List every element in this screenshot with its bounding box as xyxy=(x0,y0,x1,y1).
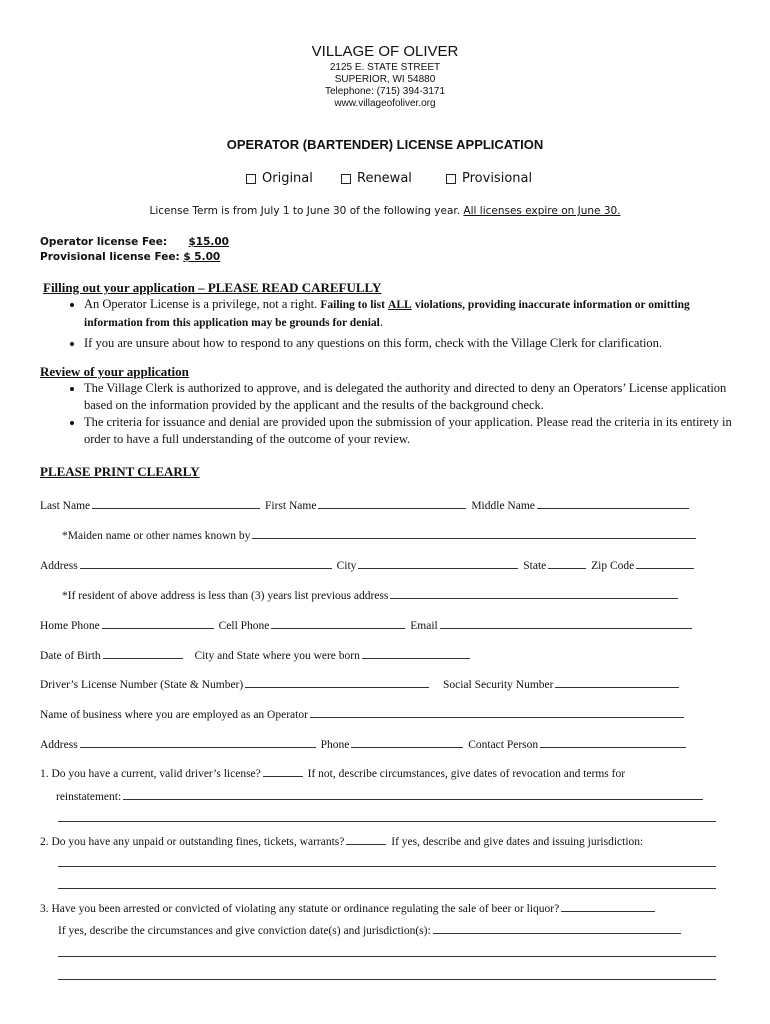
cell-phone-field[interactable] xyxy=(271,617,405,629)
instruction-item: • An Operator License is a privilege, not a right. Failing to list ALL violations, providing inaccurate information or omitting information from this application may be grounds for denial. xyxy=(84,296,740,332)
contact-person-field[interactable] xyxy=(540,736,686,748)
review-item: • The criteria for issuance and denial are provided upon the submission of your application. Please read the criteria in its entirety in order to have a full understanding of the outcome of your review. xyxy=(84,414,740,448)
q3-extra-field[interactable] xyxy=(58,968,716,980)
checkbox-icon[interactable] xyxy=(246,174,256,184)
employer-contact-row: Address Phone Contact Person xyxy=(40,736,688,751)
zip-field[interactable] xyxy=(636,557,694,569)
q3-answer-field[interactable] xyxy=(561,900,655,912)
fees xyxy=(40,235,229,265)
previous-address-field[interactable] xyxy=(390,587,678,599)
term-expiry: All licenses expire on June 30. xyxy=(463,205,621,217)
print-clearly-heading: PLEASE PRINT CLEARLY xyxy=(40,464,200,479)
q3-line-2 xyxy=(56,968,718,983)
review-item: • The Village Clerk is authorized to approve, and is delegated the authority and directed to deny an Operators’ License application based on the information provided by the applicant and the results of the background check. xyxy=(84,380,740,414)
name-row: Last Name First Name Middle Name xyxy=(40,497,691,512)
q3-line-1 xyxy=(56,945,718,960)
q1-reinstatement-field[interactable] xyxy=(123,788,703,800)
instruction-item: • If you are unsure about how to respond to any questions on this form, check with the Village Clerk for clarification. xyxy=(84,335,740,352)
q1-extra-field[interactable] xyxy=(58,810,716,822)
checkbox-label: Renewal xyxy=(357,171,412,186)
instructions-section xyxy=(40,280,740,352)
previous-address-row: *If resident of above address is less than (3) years list previous address xyxy=(62,587,680,602)
email-field[interactable] xyxy=(440,617,692,629)
last-name-field[interactable] xyxy=(92,497,260,509)
q1-extra-line xyxy=(56,810,718,825)
birth-row: Date of Birth City and State where you were born xyxy=(40,647,472,662)
q2-line-1 xyxy=(56,855,718,870)
checkbox-renewal[interactable] xyxy=(341,171,412,186)
address-row: Address City State Zip Code xyxy=(40,557,696,572)
ssn-field[interactable] xyxy=(555,676,679,688)
drivers-license-field[interactable] xyxy=(245,676,429,688)
operator-fee-label: Operator license Fee: xyxy=(40,236,168,248)
checkbox-icon[interactable] xyxy=(446,174,456,184)
date-of-birth-field[interactable] xyxy=(103,647,183,659)
city-field[interactable] xyxy=(358,557,518,569)
contact-row: Home Phone Cell Phone Email xyxy=(40,617,694,632)
checkbox-label: Original xyxy=(262,171,313,186)
q3-detail-field[interactable] xyxy=(433,922,681,934)
employer-address-field[interactable] xyxy=(80,736,316,748)
checkbox-provisional[interactable] xyxy=(446,171,532,186)
state-field[interactable] xyxy=(548,557,586,569)
section-title: Filling out your application – PLEASE READ CAREFULLY xyxy=(43,280,382,295)
employer-field[interactable] xyxy=(310,706,684,718)
q2-answer-field[interactable] xyxy=(346,833,386,845)
street-address: 2125 E. STATE STREET xyxy=(329,62,441,73)
form-title: OPERATOR (BARTENDER) LICENSE APPLICATION xyxy=(226,137,544,152)
employer-phone-field[interactable] xyxy=(351,736,463,748)
question-1: 1. Do you have a current, valid driver’s license? If not, describe circumstances, give dates of revocation and terms for xyxy=(40,765,625,780)
city-address: SUPERIOR, WI 54880 xyxy=(334,74,436,85)
middle-name-field[interactable] xyxy=(537,497,689,509)
checkbox-icon[interactable] xyxy=(341,174,351,184)
q1-answer-field[interactable] xyxy=(263,765,303,777)
village-name: VILLAGE OF OLIVER xyxy=(311,43,459,60)
review-section xyxy=(40,364,740,448)
section-title: Review of your application xyxy=(40,364,189,379)
question-2: 2. Do you have any unpaid or outstanding fines, tickets, warrants? If yes, describe and give dates and issuing jurisdiction: xyxy=(40,833,643,848)
q2-line-2 xyxy=(56,877,718,892)
telephone: Telephone: (715) 394-3171 xyxy=(324,86,446,97)
maiden-row: *Maiden name or other names known by xyxy=(62,527,698,542)
provisional-fee-amount: $ 5.00 xyxy=(183,251,221,263)
question-3: 3. Have you been arrested or convicted of violating any statute or ordinance regulating the sale of beer or liquor? xyxy=(40,900,657,915)
maiden-name-field[interactable] xyxy=(252,527,696,539)
q3-detail-row: If yes, describe the circumstances and give conviction date(s) and jurisdiction(s): xyxy=(58,922,683,937)
term-text: License Term is from July 1 to June 30 of the following year. xyxy=(149,205,461,217)
address-field[interactable] xyxy=(80,557,332,569)
q2-detail-field[interactable] xyxy=(58,855,716,867)
license-row: Driver’s License Number (State & Number) Social Security Number xyxy=(40,676,681,691)
website: www.villageofoliver.org xyxy=(334,98,436,109)
checkbox-original[interactable] xyxy=(246,171,313,186)
home-phone-field[interactable] xyxy=(102,617,214,629)
first-name-field[interactable] xyxy=(318,497,466,509)
operator-fee-amount: $15.00 xyxy=(188,236,229,248)
q3-extra-field[interactable] xyxy=(58,945,716,957)
q2-detail-field[interactable] xyxy=(58,877,716,889)
employer-row: Name of business where you are employed as an Operator xyxy=(40,706,686,721)
birthplace-field[interactable] xyxy=(362,647,470,659)
checkbox-label: Provisional xyxy=(462,171,533,186)
license-term xyxy=(0,205,770,217)
q1-reinstatement-row: reinstatement: xyxy=(56,788,705,803)
provisional-fee-label: Provisional license Fee: xyxy=(40,251,180,263)
